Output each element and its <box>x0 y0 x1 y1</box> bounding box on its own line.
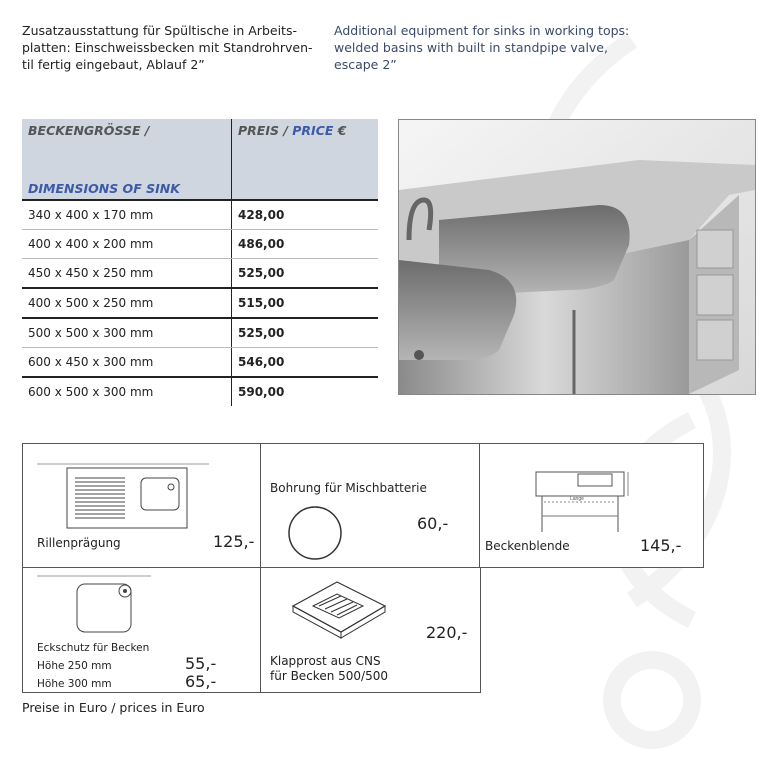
row-price: 590,00 <box>238 385 285 399</box>
blende-label: Beckenblende <box>485 539 570 553</box>
header-price-unit: € <box>337 123 347 138</box>
table-row <box>22 318 378 348</box>
rillen-price: 125,- <box>213 532 255 551</box>
table-row <box>22 348 378 378</box>
eckschutz-height-250-price: 55,- <box>185 654 217 673</box>
row-price: 525,00 <box>232 259 379 289</box>
row-dimension: 400 x 400 x 200 mm <box>22 230 232 259</box>
eckschutz-height-250-label: Höhe 250 mm <box>37 660 112 672</box>
intro-text-english: Additional equipment for sinks in working tops: welded basins with built in standpipe valve, escape 2” <box>334 23 630 72</box>
table-row <box>22 230 378 259</box>
corner-guard-drawing <box>37 574 153 636</box>
row-dimension: 600 x 500 x 300 mm <box>22 377 232 406</box>
eckschutz-label: Eckschutz für Becken <box>37 642 150 654</box>
row-price: 486,00 <box>232 230 379 259</box>
bohrung-price: 60,- <box>417 514 449 533</box>
klapprost-price: 220,- <box>426 623 468 642</box>
length-label: Länge <box>570 496 584 502</box>
tap-hole-drawing <box>287 505 343 561</box>
table-row <box>22 200 378 230</box>
table-row <box>22 259 378 289</box>
sink-price-table <box>22 119 378 406</box>
option-eckschutz <box>22 567 262 693</box>
header-price-de: PREIS / <box>238 123 288 138</box>
grooved-drainboard-drawing <box>37 462 209 532</box>
row-dimension: 400 x 500 x 250 mm <box>22 288 232 318</box>
eckschutz-height-300-label: Höhe 300 mm <box>37 678 112 690</box>
header-dimensions-de: BECKENGRÖSSE / <box>28 123 150 138</box>
intro-text-german: Zusatzausstattung für Spültische in Arbeits-platten: Einschweissbecken mit Standrohrven-til fertig eingebaut, Ablauf 2” <box>22 23 313 72</box>
table-row <box>22 288 378 318</box>
klapprost-label-line1: Klapprost aus CNS <box>270 654 381 668</box>
header-dimensions-en: DIMENSIONS OF SINK <box>28 181 180 196</box>
footer-note: Preise in Euro / prices in Euro <box>22 700 205 715</box>
row-price: 525,00 <box>232 318 379 348</box>
row-price: 515,00 <box>232 288 379 318</box>
row-price: 546,00 <box>232 348 379 378</box>
folding-grate-drawing <box>291 576 387 640</box>
eckschutz-height-300-price: 65,- <box>185 672 217 691</box>
row-dimension: 600 x 450 x 300 mm <box>22 348 232 378</box>
sink-panel-drawing <box>534 466 634 536</box>
klapprost-label-line2: für Becken 500/500 <box>270 669 388 683</box>
blende-price: 145,- <box>640 536 682 555</box>
row-dimension: 450 x 450 x 250 mm <box>22 259 232 289</box>
bohrung-label: Bohrung für Mischbatterie <box>270 481 427 495</box>
rillen-label: Rillenprägung <box>37 536 121 550</box>
header-price <box>232 119 379 200</box>
option-klapprost <box>260 567 481 693</box>
option-rillenpraegung <box>22 443 262 568</box>
row-dimension: 500 x 500 x 300 mm <box>22 318 232 348</box>
header-dimensions <box>22 119 232 200</box>
row-price: 428,00 <box>232 200 379 230</box>
header-price-en: PRICE <box>292 123 334 138</box>
option-beckenblende <box>479 443 704 568</box>
row-dimension: 340 x 400 x 170 mm <box>22 200 232 230</box>
sink-photo <box>398 119 756 395</box>
table-row <box>22 377 378 406</box>
option-bohrung <box>260 443 481 568</box>
